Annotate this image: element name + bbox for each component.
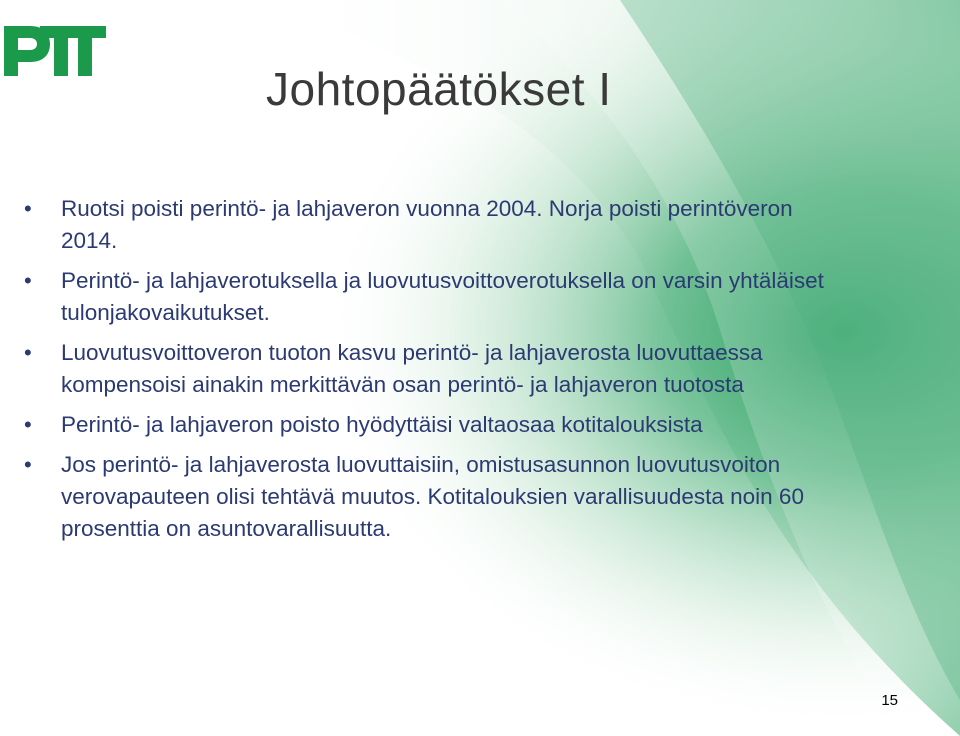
bullet-icon: •	[24, 340, 32, 365]
bullet-icon: •	[24, 268, 32, 293]
bullet-text: Ruotsi poisti perintö- ja lahjaveron vuonna 2004. Norja poisti perintöveron 2014.	[61, 196, 793, 253]
bullet-list	[0, 193, 960, 553]
bullet-item	[0, 409, 960, 441]
bullet-item	[0, 449, 960, 545]
bullet-text: Perintö- ja lahjaverotuksella ja luovutusvoittoverotuksella on varsin yhtäläiset tulonjakovaikutukset.	[61, 268, 824, 325]
bullet-text: Perintö- ja lahjaveron poisto hyödyttäisi valtaosaa kotitalouksista	[61, 412, 703, 437]
slide-title: Johtopäätökset I	[266, 63, 612, 115]
bullet-text: Luovutusvoittoveron tuoton kasvu perintö- ja lahjaverosta luovuttaessa kompensoisi ainakin merkittävän osan perintö- ja lahjaveron tuotosta	[61, 340, 763, 397]
bullet-icon: •	[24, 452, 32, 477]
bullet-text: Jos perintö- ja lahjaverosta luovuttaisiin, omistusasunnon luovutusvoiton verovapauteen olisi tehtävä muutos. Kotitalouksien varallisuudesta noin 60 prosenttia on asuntovarallisuutta.	[61, 452, 804, 541]
bullet-item	[0, 193, 960, 257]
bullet-item	[0, 265, 960, 329]
ptt-logo	[0, 22, 110, 78]
bullet-icon: •	[24, 412, 32, 437]
bullet-item	[0, 337, 960, 401]
page-number: 15	[881, 692, 898, 709]
bullet-icon: •	[24, 196, 32, 221]
